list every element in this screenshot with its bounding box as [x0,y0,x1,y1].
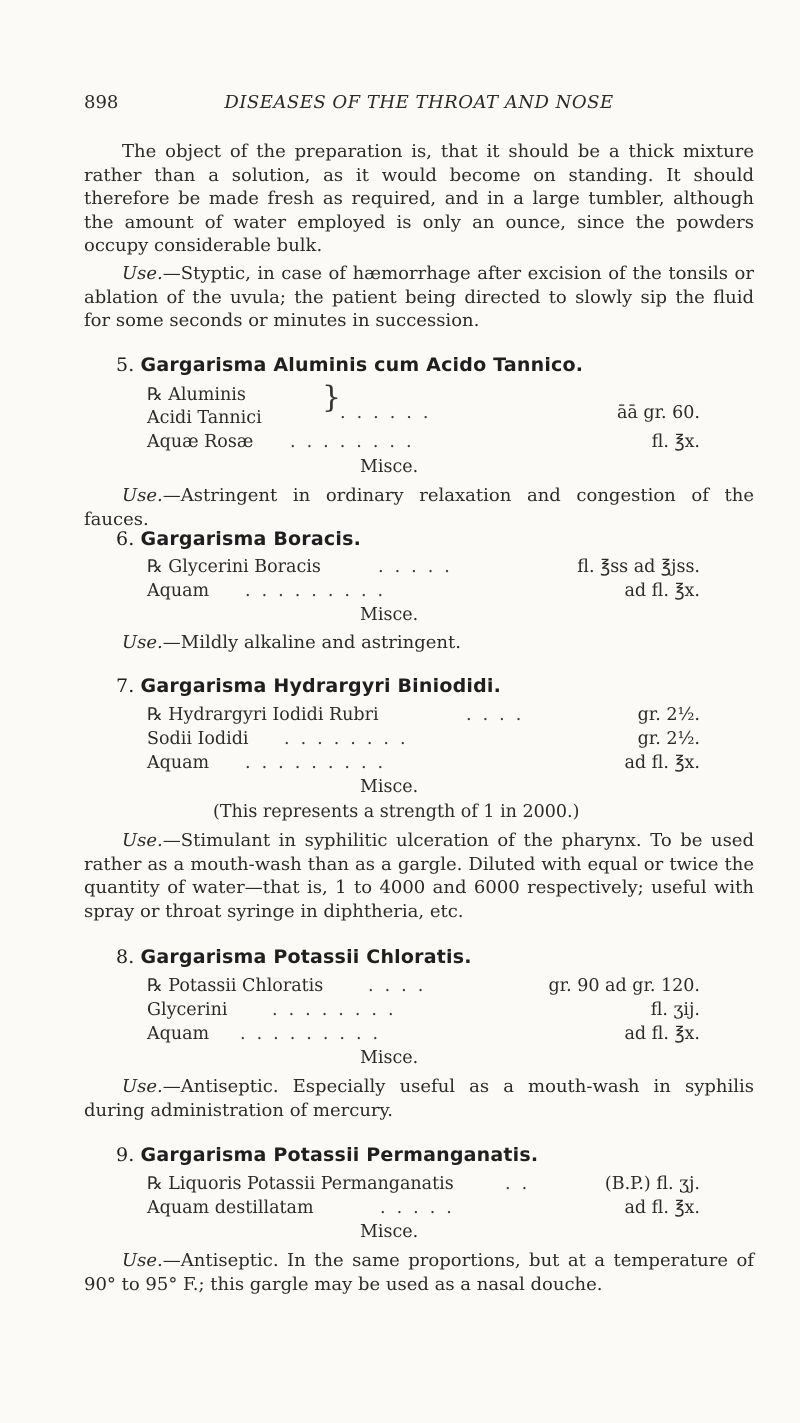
s9-use: Use.—Antiseptic. In the same proportions, but at a temperature of 90° to 95° F.; this gargle may be used as a nasal douche. [84,1250,754,1295]
s7-qty-3: ad fl. ℥x. [624,753,700,773]
section-8-heading: 8. Gargarisma Potassii Chloratis. [116,946,472,968]
leader-dots: ........ [290,432,423,452]
s7-qty-1: gr. 2½. [637,705,700,725]
s7-ingredient-1: ℞ Hydrargyri Iodidi Rubri [147,705,379,725]
s8-use: Use.—Antiseptic. Especially useful as a mouth-wash in syphilis during administration of mercury. [84,1076,754,1121]
use-label: Use. [122,263,163,284]
s5-use: Use.—Astringent in ordinary relaxation and congestion of the fauces. [84,485,754,530]
s6-qty-1: fl. ℥ss ad ℥jss. [577,557,700,577]
leader-dots: ......... [245,581,395,601]
section-5-heading: 5. Gargarisma Aluminis cum Acido Tannico. [116,354,584,376]
s8-qty-2: fl. ʒij. [650,1000,700,1020]
s5-ingredient-3: Aquæ Rosæ [147,432,254,452]
s5-qty-1: āā gr. 60. [616,403,700,423]
s9-misce: Misce. [360,1222,419,1242]
s8-ingredient-2: Glycerini [147,1000,228,1020]
s7-ingredient-3: Aquam [147,753,210,773]
s7-strength-note: (This represents a strength of 1 in 2000.) [213,802,580,822]
section-9-heading: 9. Gargarisma Potassii Permanganatis. [116,1144,539,1166]
s8-ingredient-3: Aquam [147,1024,210,1044]
section-6-heading: 6. Gargarisma Boracis. [116,528,361,550]
s7-use: Use.—Stimulant in syphilitic ulceration of the pharynx. To be used rather as a mouth-wash than as a gargle. Diluted with equal or twice the quantity of water—that is, 1 to 4000 and 6000 respectively; useful with spray or throat syringe in diphtheria, etc. [84,830,754,922]
s9-qty-1: (B.P.) fl. ʒj. [604,1174,700,1194]
s6-ingredient-2: Aquam [147,581,210,601]
s7-misce: Misce. [360,777,419,797]
s9-ingredient-1: ℞ Liquoris Potassii Permanganatis [147,1174,454,1194]
s7-ingredient-2: Sodii Iodidi [147,729,249,749]
s6-misce: Misce. [360,605,419,625]
s7-qty-2: gr. 2½. [637,729,700,749]
leader-dots: ..... [378,557,461,577]
leader-dots: .. [505,1174,539,1194]
s5-misce: Misce. [360,457,419,477]
s6-qty-2: ad fl. ℥x. [624,581,700,601]
leader-dots: ........ [272,1000,405,1020]
s8-misce: Misce. [360,1048,419,1068]
leader-dots: ..... [380,1198,463,1218]
page-header [84,92,754,120]
s8-qty-3: ad fl. ℥x. [624,1024,700,1044]
leader-dots: ........ [284,729,417,749]
s9-ingredient-2: Aquam destillatam [147,1198,314,1218]
leader-dots: ......... [245,753,395,773]
leader-dots: ...... [340,403,440,423]
leader-dots: ......... [240,1024,390,1044]
page-number: 898 [84,92,119,113]
leader-dots: .... [466,705,533,725]
s6-use: Use.—Mildly alkaline and astringent. [122,632,461,653]
s6-ingredient-1: ℞ Glycerini Boracis [147,557,321,577]
s9-qty-2: ad fl. ℥x. [624,1198,700,1218]
leader-dots: .... [368,976,435,996]
s8-qty-1: gr. 90 ad gr. 120. [548,976,700,996]
intro-use-paragraph: Use.—Styptic, in case of hæmorrhage after excision of the tonsils or ablation of the uvula; the patient being directed to slowly sip the fluid for some seconds or minutes in succession. [84,263,754,331]
section-7-heading: 7. Gargarisma Hydrargyri Biniodidi. [116,675,502,697]
intro-paragraph: The object of the preparation is, that it should be a thick mixture rather than a solution, as it would become on standing. It should therefore be made fresh as required, and in a large tumbler, although the amount of water employed is only an ounce, since the powders occupy considerable bulk. [84,141,754,256]
s5-ingredient-1: ℞ Aluminis [147,385,246,405]
s5-qty-3: fl. ℥x. [651,432,700,452]
brace: } [322,380,342,415]
s5-ingredient-2: Acidi Tannici [147,408,262,428]
s8-ingredient-1: ℞ Potassii Chloratis [147,976,324,996]
running-title: DISEASES OF THE THROAT AND NOSE [224,92,614,113]
